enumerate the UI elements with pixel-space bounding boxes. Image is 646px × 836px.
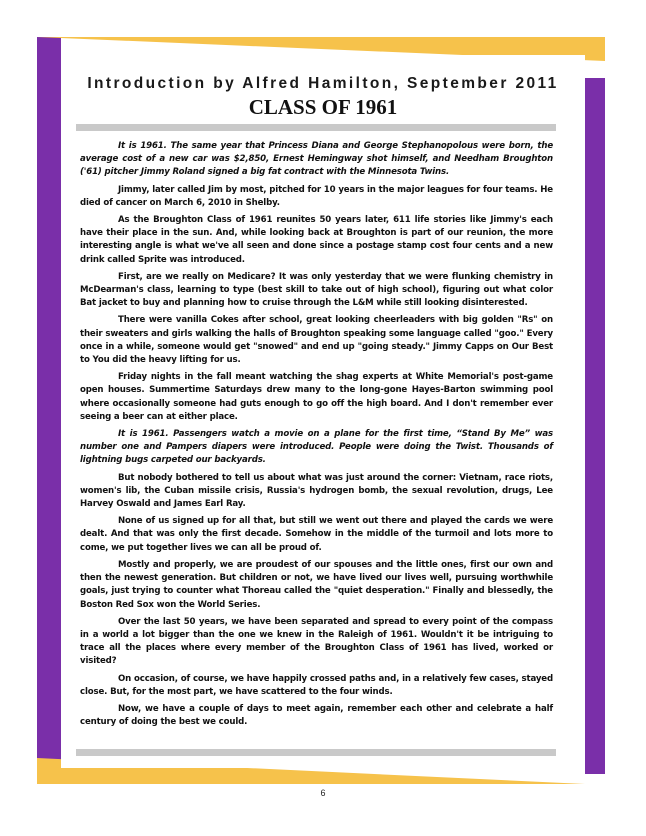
paragraph: It is 1961. The same year that Princess Diana and George Stephanopolous were born, the average cost of a new car was $2,850, Ernest Hemingway shot himself, and Needham Broughton ('61) pitcher Jimmy Roland signed a big fat contract with the Minnesota Twins. [80, 141, 553, 178]
paragraph: Over the last 50 years, we have been separated and spread to every point of the compass in a world a lot bigger than the one we knew in the Raleigh of 1961. Wouldn't it be intriguing to trace all the places where every member of the Broughton Class of 1961 has lived, worked or visited? [80, 616, 553, 667]
paragraph: Friday nights in the fall meant watching the shag experts at White Memorial's post-game open houses. Summertime Saturdays drew many to the long-gone Hayes-Barton swimming pool where occasionally someone had guts enough to go off the high board. And I don't remember ever seeing a beer can at either place. [80, 372, 553, 422]
paragraph: Jimmy, later called Jim by most, pitched for 10 years in the major leagues for four teams. He died of cancer on March 6, 2010 in Shelby. [80, 184, 553, 208]
article-body [80, 140, 553, 733]
intro-heading: Introduction by Alfred Hamilton, September 2011 [87, 75, 559, 92]
paragraph: As the Broughton Class of 1961 reunites 50 years later, 611 life stories like Jimmy's each have their place in the sun. And, while looking back at Broughton is part of our reunion, the more interesting angle is what we've all seen and done since a postage stamp cost four cents and a new drink called Sprite was introduced. [80, 215, 553, 265]
divider-top [76, 124, 556, 131]
page-content [61, 55, 585, 768]
paragraph: First, are we really on Medicare? It was only yesterday that we were flunking chemistry in McDearman's class, learning to type (best skill to take out of high school), figuring out what color Bat jacket to buy and planning how to cruise through the L&M while still looking disinterested. [80, 271, 553, 309]
paragraph: There were vanilla Cokes after school, great looking cheerleaders with big golden "Rs" on their sweaters and girls walking the halls of Broughton speaking some language called "goo." Every once in a while, someone would get "snowed" and end up "going steady." Jimmy Capps on Our Best to You did the heavy lifting for us. [80, 315, 553, 366]
page-number: 6 [320, 788, 326, 798]
paragraph: It is 1961. Passengers watch a movie on a plane for the first time, “Stand By Me” was number one and Pampers diapers were introduced. People were doing the Twist. Thousands of lightning bugs carpeted our backyards. [80, 429, 553, 466]
paragraph: Now, we have a couple of days to meet again, remember each other and celebrate a half century of doing the best we could. [80, 703, 553, 728]
purple-border-left [37, 37, 61, 764]
divider-bottom [76, 749, 556, 756]
paragraph: On occasion, of course, we have happily crossed paths and, in a relatively few cases, stayed close. But, for the most part, we have scattered to the four winds. [80, 673, 553, 697]
page-title: CLASS OF 1961 [248, 95, 398, 119]
paragraph: None of us signed up for all that, but still we went out there and played the cards we were dealt. And that was only the first decade. Somehow in the middle of the turmoil and lots more to come, we put together lives we can all be proud of. [80, 516, 553, 553]
paragraph: Mostly and properly, we are proudest of our spouses and the little ones, first our own and then the newest generation. But children or not, we have lived our lives well, pursuing worthwhile goals, just trying to counter what Thoreau called the "quiet desperation." Finally and blessedly, the Boston Red Sox won the World Series. [80, 559, 553, 610]
paragraph: But nobody bothered to tell us about what was just around the corner: Vietnam, race riots, women's lib, the Cuban missile crisis, Russia's hydrogen bomb, the sexual revolution, drugs, Lee Harvey Oswald and James Earl Ray. [80, 472, 553, 510]
purple-border-right [585, 78, 605, 774]
